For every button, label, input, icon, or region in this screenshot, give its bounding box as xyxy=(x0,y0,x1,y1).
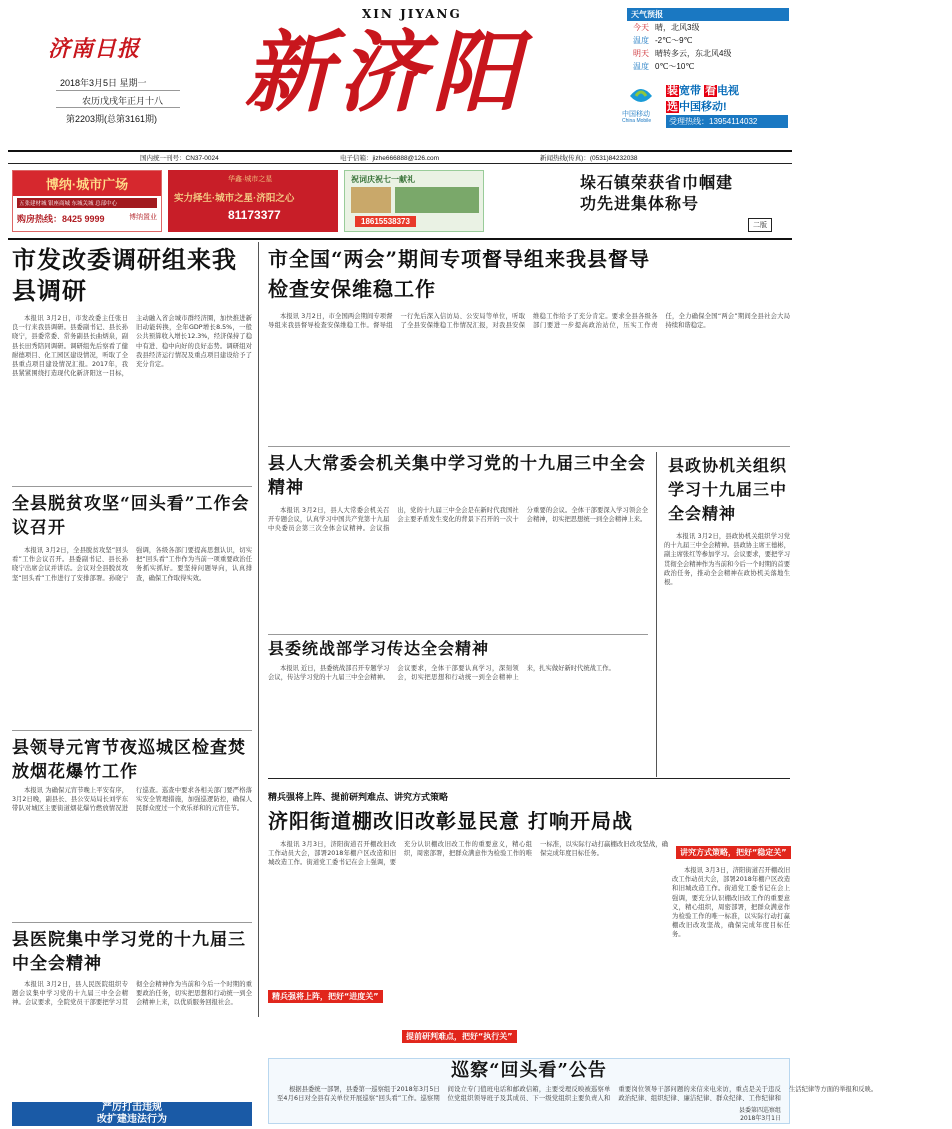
boyi-developer: 博纳置业 xyxy=(129,214,157,221)
huaxin-city-star-ad xyxy=(168,170,338,232)
jinan-daily-logo: 济南日报 xyxy=(48,36,141,62)
article7-title[interactable]: 县政协机关组织学习十九届三中全会精神 xyxy=(668,456,788,523)
weather-desc: 晴，北风3级 xyxy=(655,23,700,32)
article3-body xyxy=(12,786,252,918)
china-mobile-name: 中国移动 xyxy=(622,111,650,118)
boyi-phone: 购房热线：8425 9999 xyxy=(17,214,105,224)
article8-text: 本报讯 近日，县委统战部召开专题学习会议，传达学习党的十九届三中全会精神。会议要求，全体干部要认真学习，深刻领会，切实把思想和行动统一到全会精神上来，扎实做好新时代统战工作。 xyxy=(268,665,615,682)
weather-day: 今天 xyxy=(633,23,649,32)
article1-text: 本报讯 3月2日，市发改委主任张日良一行来我县调研。县委副书记、县长孙晓宁，县委常委、常务副县长曲炳泉，副县长田秀陪同调研。调研组先后察看了健耐德项目、化工园区建设情况，听取了全县重点项目建设情况汇报。2017年，我县紧紧围绕打造现代化新济阳这一目标，主动融入省会城市群经济圈，加快推进新旧动能转换，全年GDP增长8.5%，一般公共预算收入增长12.3%，经济保持了稳中有进、稳中向好的良好态势。调研组对我县经济运行情况及重点项目建设给予了充分肯定。 xyxy=(12,315,252,378)
china-mobile-logo xyxy=(626,82,656,108)
article6-text: 本报讯 3月2日，县人大常委会机关召开专题会议，认真学习中国共产党第十九届中央委员会第三次全体会议精神。会议指出，党的十九届三中全会是在新时代我国社会主要矛盾发生变化的背景下召开的一次十分重要的会议。全体干部要深入学习领会全会精神，切实把思想统一到全会精神上来。 xyxy=(268,507,648,533)
promo-china-mobile: 中国移动! xyxy=(679,101,727,113)
article9-text: 本报讯 3月3日，济阳街道召开棚改旧改工作动员大会，部署2018年棚户区改造和旧城改造工作。街道党工委书记在会上强调，要充分认识棚改旧改工作的重要意义，精心组织，周密部署，把群众满意作为检验工作的唯一标准，以实际行动打赢棚改旧改攻坚战，确保完成年度目标任务。 xyxy=(268,841,668,867)
third-ad-slogan: 祝词庆祝七一献礼 xyxy=(351,175,415,184)
enforcement-line2: 改扩建违法行为 xyxy=(97,1114,167,1125)
weather-row xyxy=(633,47,789,60)
notice-box xyxy=(268,1058,878,1124)
article5-text: 本报讯 3月2日，市全国两会期间专项督导组来我县督导检查安保维稳工作。督导组一行先后深入信访局、公安局等单位，听取了全县安保维稳工作情况汇报，对我县安保维稳工作给予了充分肯定。要求全县各级各部门要进一步提高政治站位，压实工作责任，全力确保全国“两会”期间全县社会大局持续和谐稳定。 xyxy=(268,313,790,330)
front-teaser-page-tag[interactable]: 二版 xyxy=(748,218,772,232)
promo-zhuang: 装 xyxy=(667,85,678,97)
info-email: 电子信箱：jizhe666888@126.com xyxy=(340,155,440,162)
weather-desc: 0℃～10℃ xyxy=(655,62,695,71)
masthead-title: 新济阳 xyxy=(244,20,527,124)
article2-body xyxy=(12,546,252,726)
promo-dianshi: 电视 xyxy=(717,85,740,97)
huaxin-slogan: 实力择生·城市之星·济阳之心 xyxy=(174,193,295,204)
weather-row xyxy=(633,21,789,34)
article9-side-text: 本报讯 3月3日，济阳街道召开棚改旧改工作动员大会，部署2018年棚户区改造和旧城改造工作。街道党工委书记在会上强调，要充分认识棚改旧改工作的重要意义，精心组织，周密部署，把群众满意作为检验工作的唯一标准，以实际行动打赢棚改旧改攻坚战，确保完成年度目标任务。 xyxy=(672,867,790,939)
boyi-sub: 五张建材城 银座商城 东城关城 总部中心 xyxy=(17,198,157,208)
article4-title[interactable]: 县医院集中学习党的十九届三中全会精神 xyxy=(12,930,246,974)
article9-subhead-execution: 提前研判难点，把好“执行关” xyxy=(402,1030,517,1043)
article7-body xyxy=(664,532,790,772)
article1-body xyxy=(12,314,252,482)
article8-body xyxy=(268,664,648,772)
notice-signature: 县委第四巡察组 xyxy=(738,1107,781,1114)
article9-subhead-progress: 精兵强将上阵，把好“进度关” xyxy=(268,990,383,1003)
front-teaser-headline[interactable]: 垛石镇荣获省巾帼建功先进集体称号 xyxy=(580,173,734,213)
notice-date: 2018年3月1日 xyxy=(740,1115,781,1122)
enforcement-banner xyxy=(12,1102,252,1126)
issue-number: 第2203期(总第3161期) xyxy=(66,114,158,124)
notice-body xyxy=(269,1083,878,1113)
weather-row xyxy=(633,60,789,73)
china-mobile-name-en: China Mobile xyxy=(622,118,652,124)
huaxin-tag: 华鑫·城市之星 xyxy=(228,176,273,183)
article7-text: 本报讯 3月2日，县政协机关组织学习党的十九届三中全会精神。县政协主席王德彬，副主席张红等参加学习。会议要求，要把学习贯彻全会精神作为当前和今后一个时期的首要政治任务，推动全会精神在政协机关落地生根。 xyxy=(664,533,790,587)
article9-subhead-stability: 讲究方式策略，把好“稳定关” xyxy=(676,846,791,859)
third-ad xyxy=(344,170,484,232)
article6-body xyxy=(268,506,648,630)
weather-day: 温度 xyxy=(633,36,649,45)
boyi-title: 博纳·城市广场 xyxy=(13,171,161,196)
third-ad-phone: 18615538373 xyxy=(355,216,416,227)
mobile-hotline: 受理热线：13954114032 xyxy=(666,115,788,128)
weather-day: 温度 xyxy=(633,62,649,71)
issue-date: 2018年3月5日 星期一 xyxy=(60,78,147,88)
article5-body xyxy=(268,312,790,442)
weather-day: 明天 xyxy=(633,49,649,58)
weather-row xyxy=(633,34,789,47)
lunar-date: 农历戊戌年正月十八 xyxy=(82,96,164,106)
article9-body xyxy=(268,840,668,1052)
masthead-pinyin: XIN JIYANG xyxy=(362,7,462,21)
notice-text: 根据县委统一部署，县委第一巡察组于2018年3月5日至4月6日对全县有关单位开展巡察“回头看”工作。巡察期间设立专门值班电话和邮政信箱，主要受理反映被巡察单位党组织领导班子及其成员、下一级党组织主要负责人和重要岗位领导干部问题的来信来电来访，重点是关于违反政治纪律、组织纪律、廉洁纪律、群众纪律、工作纪律和生活纪律等方面的举报和反映。 xyxy=(277,1086,878,1103)
article5-title[interactable]: 市全国“两会”期间专项督导组来我县督导检查安保维稳工作 xyxy=(268,247,651,301)
weather-header: 天气预报 xyxy=(627,8,789,21)
weather-desc: -2℃～9℃ xyxy=(655,36,693,45)
weather-desc: 晴转多云，东北风4级 xyxy=(655,49,732,58)
article3-title[interactable]: 县领导元宵节夜巡城区检查焚放烟花爆竹工作 xyxy=(12,738,246,782)
article8-title[interactable]: 县委统战部学习传达全会精神 xyxy=(268,639,490,658)
article4-text: 本报讯 3月2日，县人民医院组织专题会议集中学习党的十九届三中全会精神。会议要求，全院党员干部要把学习贯彻全会精神作为当前和今后一个时期的重要政治任务，切实把思想和行动统一到全会精神上来，以优质服务回报社会。 xyxy=(12,981,252,1007)
article3-text: 本报讯 为确保元宵节晚上平安有序，3月2日晚，副县长、县公安局局长刘学东带队对城区主要街道烟花爆竹燃放情况进行巡查。巡查中要求各相关部门要严格落实安全管理措施，加强巡逻防控，确保人民群众度过一个欢乐祥和的元宵佳节。 xyxy=(12,787,252,813)
info-cn-number: 国内统一刊号：CN37-0024 xyxy=(140,155,219,162)
article1-title[interactable]: 市发改委调研组来我县调研 xyxy=(12,245,237,305)
weather-box xyxy=(627,8,789,74)
promo-kan: 看 xyxy=(705,85,717,97)
article9-kicker: 精兵强将上阵、提前研判难点、讲究方式策略 xyxy=(268,793,449,803)
weather-rows xyxy=(627,21,789,73)
info-hotline: 新闻热线(传真)：(0531)84232038 xyxy=(540,155,638,162)
article9-side-body xyxy=(672,866,790,1052)
article4-body xyxy=(12,980,252,1098)
promo-xuan: 选 xyxy=(667,101,678,113)
article2-title[interactable]: 全县脱贫攻坚“回头看”工作会议召开 xyxy=(12,494,250,538)
promo-kuandai: 宽带 xyxy=(679,85,701,97)
notice-title[interactable]: 巡察“回头看”公告 xyxy=(451,1060,607,1081)
enforcement-line1: 严厉打击违规 xyxy=(102,1102,162,1113)
article9-title[interactable]: 济阳街道棚改旧改彰显民意 打响开局战 xyxy=(268,809,633,833)
china-mobile-ad xyxy=(622,78,792,130)
huaxin-phone: 81173377 xyxy=(228,208,281,222)
article2-text: 本报讯 3月2日，全县脱贫攻坚“回头看”工作会议召开。县委副书记、县长孙晓宁出席会议并讲话。会议对全县脱贫攻坚“回头看”工作进行了安排部署。孙晓宁强调，各级各部门要提高思想认识，切实把“回头看”工作作为当前一项重要政治任务抓实抓好。要坚持问题导向，认真排查，确保工作取得实效。 xyxy=(12,547,252,582)
article6-title[interactable]: 县人大常委会机关集中学习党的十九届三中全会精神 xyxy=(268,454,646,498)
boyi-city-plaza-ad xyxy=(12,170,162,232)
